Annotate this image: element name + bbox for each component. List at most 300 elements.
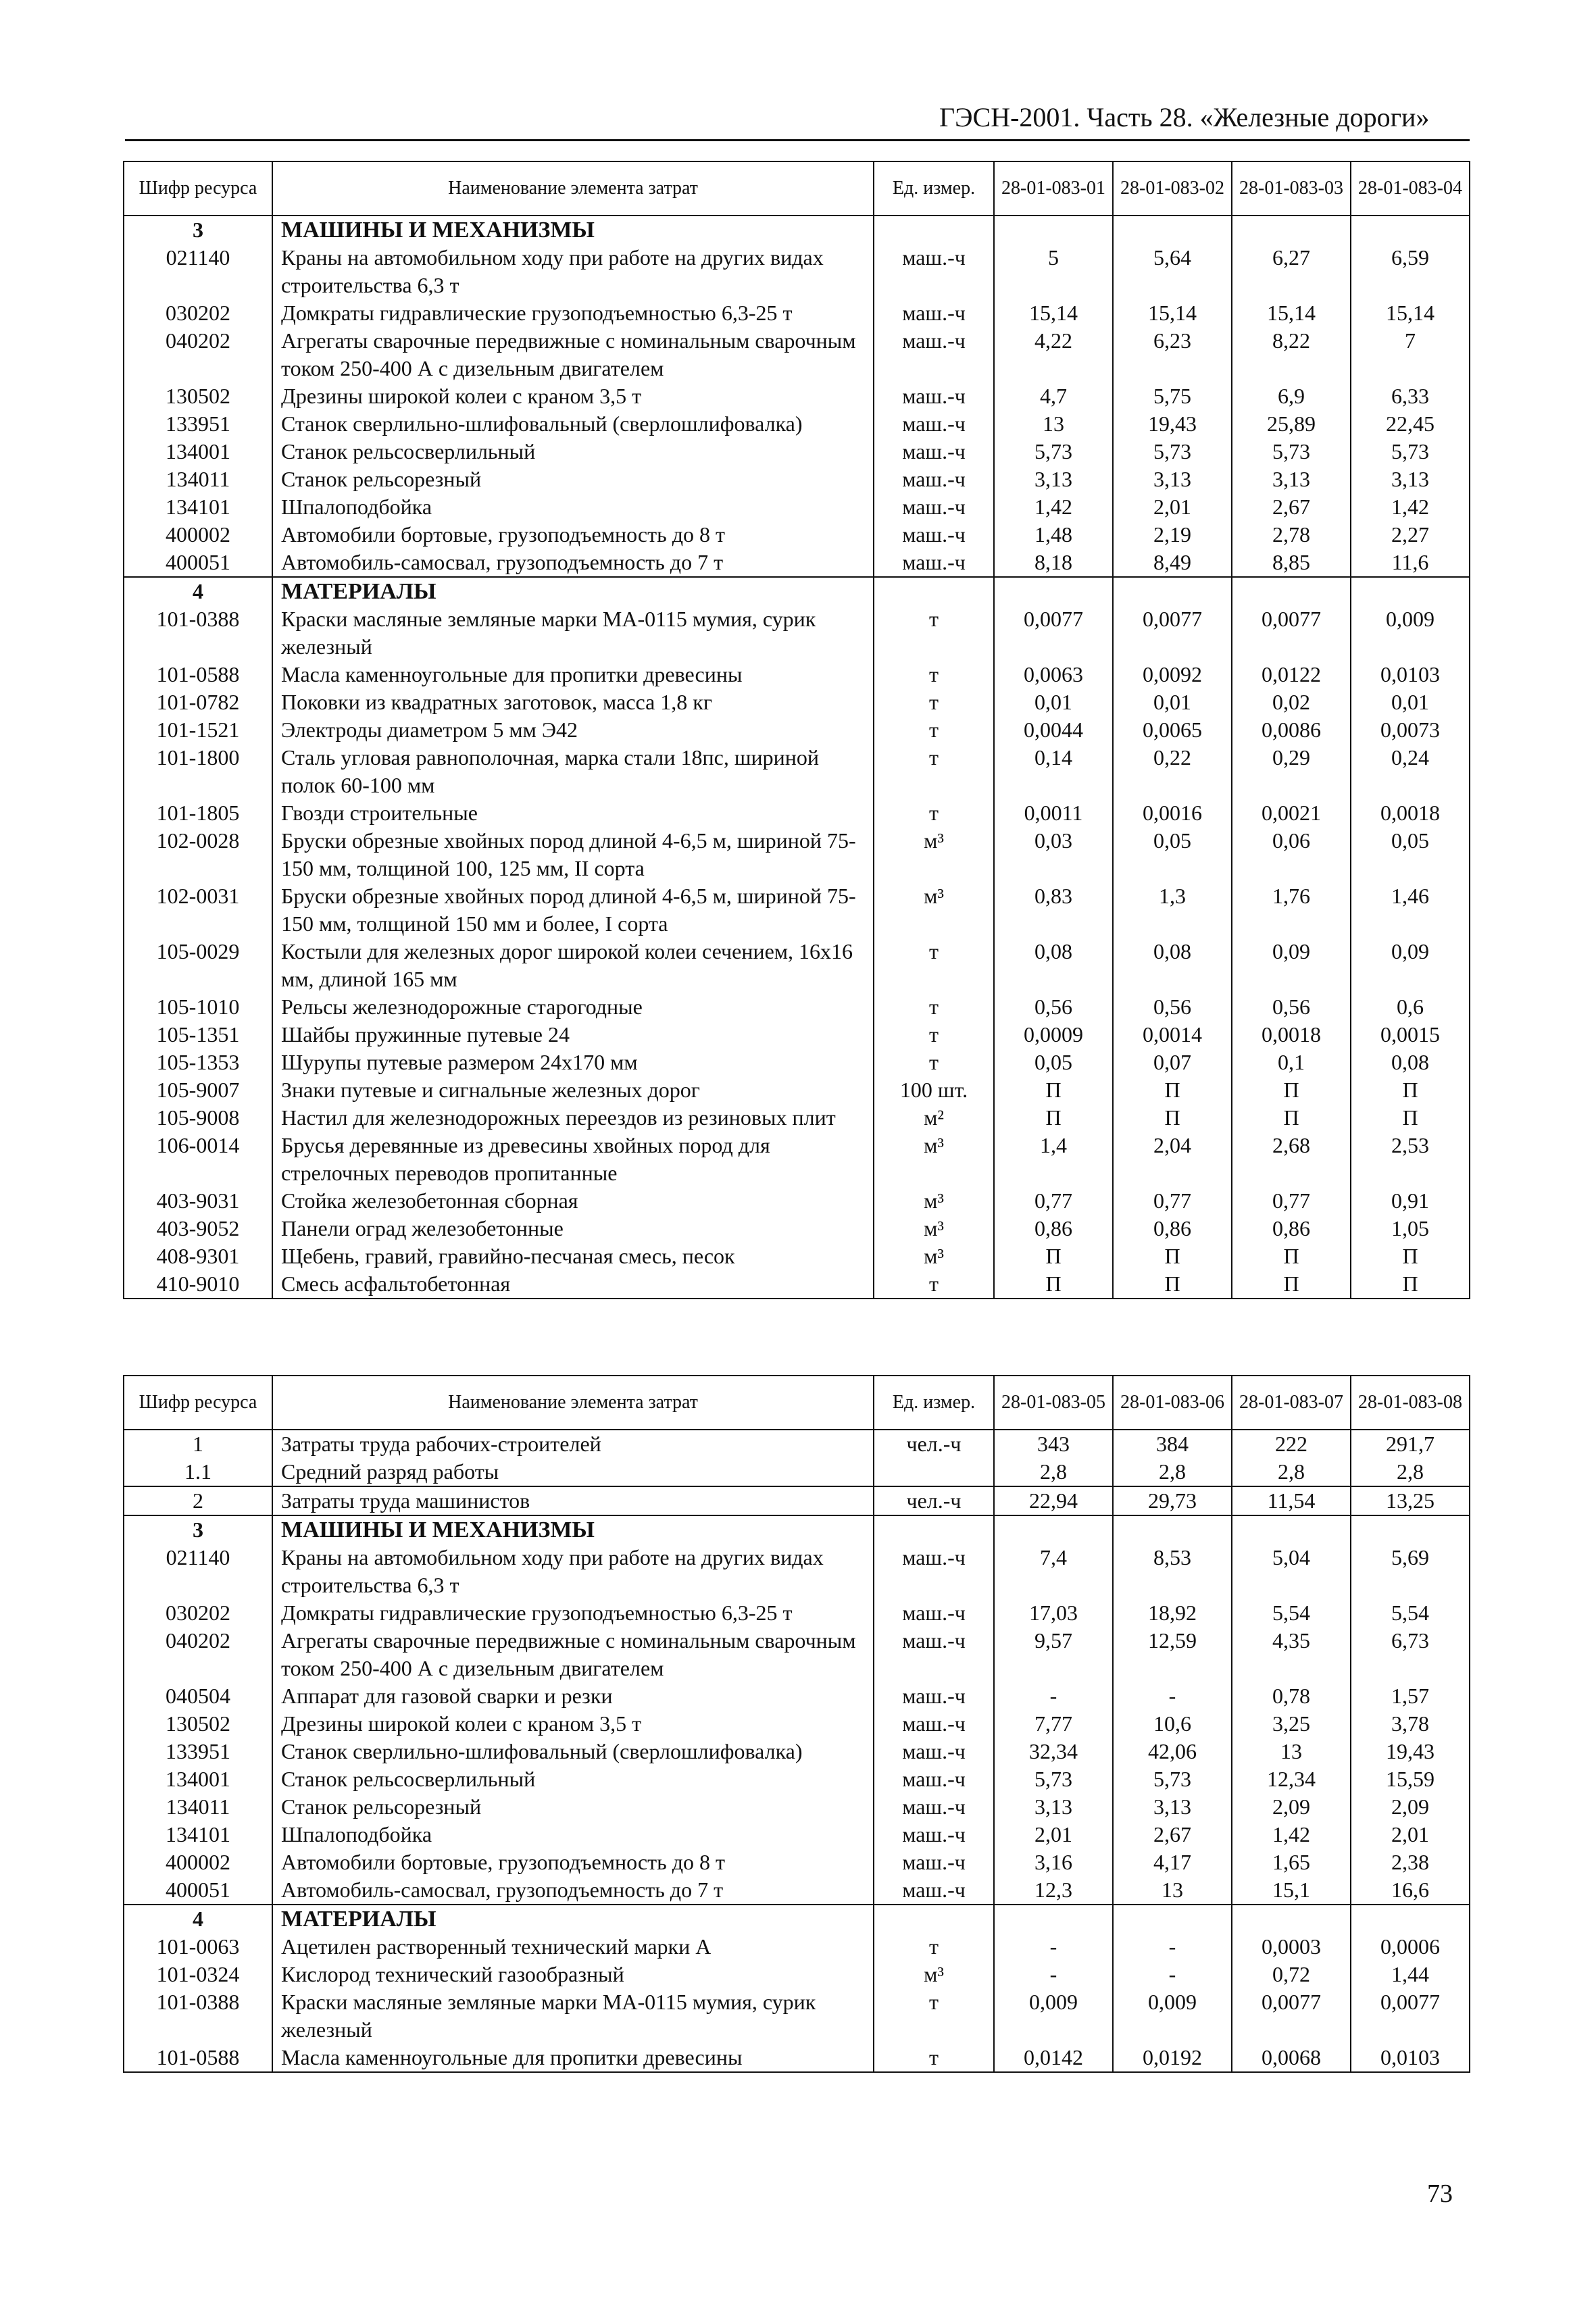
cost-element-name: Знаки путевые и сигнальные железных дорог [272, 1076, 874, 1104]
norm-value: 3,13 [1351, 466, 1470, 493]
norm-value: 0,0016 [1113, 799, 1232, 827]
cost-element-name: Масла каменноугольные для пропитки древесины [272, 661, 874, 688]
norm-value: П [994, 1104, 1113, 1132]
cost-element-name: Бруски обрезные хвойных пород длиной 4-6,5 м, шириной 75-150 мм, толщиной 100, 125 мм, II сорта [272, 827, 874, 882]
norm-value: 0,0122 [1232, 661, 1351, 688]
resource-code: 133951 [124, 410, 272, 438]
col-header-norm: 28-01-083-08 [1351, 1376, 1470, 1430]
cost-element-name: МАТЕРИАЛЫ [272, 577, 874, 605]
norm-value: 0,08 [1113, 938, 1232, 993]
norm-value: 0,0068 [1232, 2044, 1351, 2072]
table-body [124, 216, 1470, 1299]
cost-element-name: Бруски обрезные хвойных пород длиной 4-6,5 м, шириной 75-150 мм, толщиной 150 мм и более, I сорта [272, 882, 874, 938]
norm-value: 5,54 [1351, 1599, 1470, 1627]
norm-value: 0,0011 [994, 799, 1113, 827]
norm-value: 8,53 [1113, 1544, 1232, 1599]
unit: маш.-ч [874, 382, 994, 410]
resource-code: 101-0782 [124, 688, 272, 716]
table-row [124, 1544, 1470, 1599]
norm-value: 0,86 [994, 1215, 1113, 1242]
norm-value: 2,09 [1232, 1793, 1351, 1821]
col-header-name: Наименование элемента затрат [272, 161, 874, 216]
table-row [124, 605, 1470, 661]
norm-value: 3,13 [994, 466, 1113, 493]
table-row [124, 1049, 1470, 1076]
norm-value [994, 216, 1113, 244]
norm-value: - [1113, 1961, 1232, 1988]
norm-value: 8,49 [1113, 549, 1232, 577]
cost-element-name: Станок рельсосверлильный [272, 1765, 874, 1793]
norm-value: 0,0018 [1351, 799, 1470, 827]
unit: м³ [874, 882, 994, 938]
table-row [124, 716, 1470, 744]
norm-value: 0,01 [994, 688, 1113, 716]
norm-value: 1,42 [1351, 493, 1470, 521]
unit: чел.-ч [874, 1486, 994, 1515]
unit: маш.-ч [874, 1627, 994, 1682]
resource-code: 400002 [124, 521, 272, 549]
unit: т [874, 2044, 994, 2072]
cost-element-name: Рельсы железнодорожные старогодные [272, 993, 874, 1021]
norm-value: 4,35 [1232, 1627, 1351, 1682]
table-row [124, 799, 1470, 827]
table-row [124, 1988, 1470, 2044]
norm-value: 2,38 [1351, 1848, 1470, 1876]
resource-code: 101-0588 [124, 661, 272, 688]
col-header-norm: 28-01-083-05 [994, 1376, 1113, 1430]
cost-element-name: Средний разряд работы [272, 1458, 874, 1486]
cost-element-name: Щебень, гравий, гравийно-песчаная смесь, песок [272, 1242, 874, 1270]
norm-value: 0,56 [1232, 993, 1351, 1021]
norm-value: 0,0018 [1232, 1021, 1351, 1049]
norm-value: П [994, 1076, 1113, 1104]
norm-value: 0,05 [1113, 827, 1232, 882]
norm-value: 0,78 [1232, 1682, 1351, 1710]
resource-code: 134001 [124, 1765, 272, 1793]
norm-value: 12,3 [994, 1876, 1113, 1905]
norm-value: 2,01 [1351, 1821, 1470, 1848]
cost-element-name: Краны на автомобильном ходу при работе на других видах строительства 6,3 т [272, 244, 874, 299]
norm-value: 5,04 [1232, 1544, 1351, 1599]
norm-value: П [1113, 1104, 1232, 1132]
norm-value: 0,22 [1113, 744, 1232, 799]
table-row [124, 299, 1470, 327]
norm-value: 3,25 [1232, 1710, 1351, 1738]
norm-value: 2,67 [1113, 1821, 1232, 1848]
norm-value: 7 [1351, 327, 1470, 382]
col-header-norm: 28-01-083-04 [1351, 161, 1470, 216]
norm-value: - [994, 1961, 1113, 1988]
table-row [124, 1215, 1470, 1242]
table-row [124, 1876, 1470, 1905]
norm-value: П [1351, 1242, 1470, 1270]
norm-value: 7,77 [994, 1710, 1113, 1738]
table-row [124, 466, 1470, 493]
table-row [124, 938, 1470, 993]
unit: м³ [874, 1242, 994, 1270]
norm-value: 42,06 [1113, 1738, 1232, 1765]
norm-value: 0,02 [1232, 688, 1351, 716]
table-row [124, 244, 1470, 299]
norm-value: 5,73 [1113, 1765, 1232, 1793]
norm-value: 1,4 [994, 1132, 1113, 1187]
header-rule [125, 139, 1470, 141]
norm-value: 0,56 [994, 993, 1113, 1021]
norm-value [1113, 1905, 1232, 1933]
norm-value: 1,57 [1351, 1682, 1470, 1710]
resource-code: 101-1805 [124, 799, 272, 827]
unit: маш.-ч [874, 1793, 994, 1821]
cost-element-name: Стойка железобетонная сборная [272, 1187, 874, 1215]
unit: м³ [874, 1961, 994, 1988]
resource-code: 134001 [124, 438, 272, 466]
norm-value: 0,009 [994, 1988, 1113, 2044]
table-row [124, 1486, 1470, 1515]
norm-value: 0,01 [1113, 688, 1232, 716]
norm-value: 5 [994, 244, 1113, 299]
unit: маш.-ч [874, 244, 994, 299]
norm-value: 0,01 [1351, 688, 1470, 716]
norm-value: 8,18 [994, 549, 1113, 577]
norm-value: П [1232, 1076, 1351, 1104]
norm-value: П [994, 1270, 1113, 1299]
cost-element-name: Шпалоподбойка [272, 1821, 874, 1848]
norm-value: 7,4 [994, 1544, 1113, 1599]
cost-element-name: Домкраты гидравлические грузоподъемностью 6,3-25 т [272, 299, 874, 327]
norm-value: 2,01 [1113, 493, 1232, 521]
cost-element-name: Станок рельсорезный [272, 1793, 874, 1821]
resource-code: 403-9052 [124, 1215, 272, 1242]
norm-value: 8,85 [1232, 549, 1351, 577]
norm-value: - [1113, 1933, 1232, 1961]
norm-value: 0,0103 [1351, 661, 1470, 688]
norm-value [1351, 216, 1470, 244]
norm-value: 0,56 [1113, 993, 1232, 1021]
resource-code: 101-0388 [124, 1988, 272, 2044]
norm-value: 0,0009 [994, 1021, 1113, 1049]
cost-element-name: Костыли для железных дорог широкой колеи сечением, 16х16 мм, длиной 165 мм [272, 938, 874, 993]
norm-value: 3,13 [994, 1793, 1113, 1821]
norm-value: 0,0021 [1232, 799, 1351, 827]
resource-code: 130502 [124, 1710, 272, 1738]
norm-value: 291,7 [1351, 1430, 1470, 1458]
resource-code: 133951 [124, 1738, 272, 1765]
norm-value: 6,59 [1351, 244, 1470, 299]
unit: маш.-ч [874, 1682, 994, 1710]
resource-code: 105-0029 [124, 938, 272, 993]
norm-value: 0,0073 [1351, 716, 1470, 744]
resource-code: 105-9007 [124, 1076, 272, 1104]
resource-code: 3 [124, 1515, 272, 1544]
norm-value: 3,78 [1351, 1710, 1470, 1738]
norm-value: 15,14 [1232, 299, 1351, 327]
norm-value: П [1351, 1270, 1470, 1299]
norm-value: 0,86 [1113, 1215, 1232, 1242]
col-header-code: Шифр ресурса [124, 1376, 272, 1430]
norm-value: 2,8 [1232, 1458, 1351, 1486]
norm-value: 0,03 [994, 827, 1113, 882]
table-row [124, 549, 1470, 577]
norm-value: 0,91 [1351, 1187, 1470, 1215]
norm-value: П [1351, 1104, 1470, 1132]
resource-code: 105-1353 [124, 1049, 272, 1076]
unit: маш.-ч [874, 1765, 994, 1793]
resource-code: 134011 [124, 1793, 272, 1821]
cost-element-name: Шпалоподбойка [272, 493, 874, 521]
norm-value: 0,0092 [1113, 661, 1232, 688]
table-row [124, 1821, 1470, 1848]
norm-value: 5,64 [1113, 244, 1232, 299]
norm-value: 0,09 [1351, 938, 1470, 993]
resource-code: 105-9008 [124, 1104, 272, 1132]
unit: т [874, 938, 994, 993]
unit: маш.-ч [874, 1544, 994, 1599]
resource-code: 408-9301 [124, 1242, 272, 1270]
norm-value [1113, 1515, 1232, 1544]
norm-value: 3,16 [994, 1848, 1113, 1876]
norm-value: 0,72 [1232, 1961, 1351, 1988]
cost-element-name: Аппарат для газовой сварки и резки [272, 1682, 874, 1710]
norm-value: 5,69 [1351, 1544, 1470, 1599]
norm-value: 13 [1232, 1738, 1351, 1765]
norm-value [994, 1515, 1113, 1544]
table-row [124, 1021, 1470, 1049]
cost-element-name: Настил для железнодорожных переездов из резиновых плит [272, 1104, 874, 1132]
cost-element-name: Гвозди строительные [272, 799, 874, 827]
norm-value: - [994, 1933, 1113, 1961]
col-header-norm: 28-01-083-01 [994, 161, 1113, 216]
norm-value: П [1232, 1270, 1351, 1299]
cost-element-name: Поковки из квадратных заготовок, масса 1,8 кг [272, 688, 874, 716]
unit [874, 216, 994, 244]
norm-value: 19,43 [1113, 410, 1232, 438]
cost-element-name: Затраты труда машинистов [272, 1486, 874, 1515]
norm-value: П [1232, 1242, 1351, 1270]
norm-value: 3,13 [1232, 466, 1351, 493]
cost-element-name: МАШИНЫ И МЕХАНИЗМЫ [272, 1515, 874, 1544]
unit: т [874, 1988, 994, 2044]
norm-value: П [1113, 1270, 1232, 1299]
norm-value: 0,05 [1351, 827, 1470, 882]
cost-element-name: Брусья деревянные из древесины хвойных пород для стрелочных переводов пропитанные [272, 1132, 874, 1187]
norm-value: 0,05 [994, 1049, 1113, 1076]
table-row [124, 1242, 1470, 1270]
norm-value: 15,14 [1351, 299, 1470, 327]
table-row [124, 438, 1470, 466]
norm-value [1232, 1515, 1351, 1544]
norm-value: 0,0006 [1351, 1933, 1470, 1961]
table-row [124, 410, 1470, 438]
unit: м³ [874, 1187, 994, 1215]
resource-code: 101-0324 [124, 1961, 272, 1988]
unit: чел.-ч [874, 1430, 994, 1458]
table-body [124, 1430, 1470, 2072]
cost-element-name: Станок сверлильно-шлифовальный (сверлошлифовалка) [272, 1738, 874, 1765]
norm-value: 0,09 [1232, 938, 1351, 993]
table-row [124, 827, 1470, 882]
cost-element-name: Краски масляные земляные марки МА-0115 мумия, сурик железный [272, 605, 874, 661]
norm-value: 3,13 [1113, 466, 1232, 493]
unit: т [874, 993, 994, 1021]
norm-value: 1,42 [994, 493, 1113, 521]
col-header-norm: 28-01-083-03 [1232, 161, 1351, 216]
cost-element-name: МАТЕРИАЛЫ [272, 1905, 874, 1933]
norm-value: 19,43 [1351, 1738, 1470, 1765]
table-row [124, 1738, 1470, 1765]
unit: маш.-ч [874, 1710, 994, 1738]
norm-value: 0,0077 [1232, 605, 1351, 661]
cost-element-name: Краны на автомобильном ходу при работе на других видах строительства 6,3 т [272, 1544, 874, 1599]
norm-value: П [1232, 1104, 1351, 1132]
unit: маш.-ч [874, 410, 994, 438]
norm-value: 1,05 [1351, 1215, 1470, 1242]
norm-value: 0,86 [1232, 1215, 1351, 1242]
norm-value: 6,23 [1113, 327, 1232, 382]
col-header-unit: Ед. измер. [874, 1376, 994, 1430]
norm-value: 6,73 [1351, 1627, 1470, 1682]
table-row [124, 2044, 1470, 2072]
norm-value: 18,92 [1113, 1599, 1232, 1627]
norm-value: 15,1 [1232, 1876, 1351, 1905]
unit: т [874, 799, 994, 827]
norm-value: 0,08 [1351, 1049, 1470, 1076]
norm-value: 9,57 [994, 1627, 1113, 1682]
unit: т [874, 1049, 994, 1076]
table-row [124, 1076, 1470, 1104]
table-row [124, 1848, 1470, 1876]
unit: м³ [874, 1132, 994, 1187]
col-header-norm: 28-01-083-02 [1113, 161, 1232, 216]
norm-value: 5,54 [1232, 1599, 1351, 1627]
resource-code: 3 [124, 216, 272, 244]
unit: т [874, 688, 994, 716]
norm-value: 13 [1113, 1876, 1232, 1905]
norm-value: 15,14 [1113, 299, 1232, 327]
norm-value: 5,73 [994, 1765, 1113, 1793]
norm-value: 2,01 [994, 1821, 1113, 1848]
table-header [124, 161, 1470, 216]
resource-code: 134011 [124, 466, 272, 493]
norm-value: 2,8 [994, 1458, 1113, 1486]
norm-value: 32,34 [994, 1738, 1113, 1765]
page-number: 73 [1427, 2180, 1453, 2208]
unit: маш.-ч [874, 299, 994, 327]
unit: т [874, 1933, 994, 1961]
unit: маш.-ч [874, 1599, 994, 1627]
table-row [124, 1187, 1470, 1215]
norm-value: 6,27 [1232, 244, 1351, 299]
table-row [124, 1270, 1470, 1299]
resource-code: 1.1 [124, 1458, 272, 1486]
resource-code: 030202 [124, 299, 272, 327]
table-row [124, 327, 1470, 382]
norm-value: 1,44 [1351, 1961, 1470, 1988]
unit [874, 1515, 994, 1544]
norm-value: 0,0063 [994, 661, 1113, 688]
norm-value: 8,22 [1232, 327, 1351, 382]
table-row [124, 1430, 1470, 1458]
table-row [124, 1682, 1470, 1710]
table-row [124, 882, 1470, 938]
unit: маш.-ч [874, 1876, 994, 1905]
norm-value: - [994, 1682, 1113, 1710]
unit: маш.-ч [874, 1848, 994, 1876]
norm-value: 0,0142 [994, 2044, 1113, 2072]
unit: м² [874, 1104, 994, 1132]
col-header-norm: 28-01-083-07 [1232, 1376, 1351, 1430]
norm-value: 29,73 [1113, 1486, 1232, 1515]
norm-value: 0,0077 [1113, 605, 1232, 661]
norm-value [1232, 577, 1351, 605]
table-row [124, 493, 1470, 521]
norm-value: 4,22 [994, 327, 1113, 382]
unit: маш.-ч [874, 521, 994, 549]
table-row [124, 1599, 1470, 1627]
resource-code: 021140 [124, 244, 272, 299]
col-header-code: Шифр ресурса [124, 161, 272, 216]
unit: маш.-ч [874, 438, 994, 466]
norm-value: 2,19 [1113, 521, 1232, 549]
norm-value: 0,77 [994, 1187, 1113, 1215]
unit: маш.-ч [874, 1821, 994, 1848]
norm-value: 2,04 [1113, 1132, 1232, 1187]
resource-code: 105-1351 [124, 1021, 272, 1049]
norm-value: 22,94 [994, 1486, 1113, 1515]
unit: т [874, 716, 994, 744]
resource-code: 101-1521 [124, 716, 272, 744]
resource-code: 4 [124, 1905, 272, 1933]
cost-element-name: Масла каменноугольные для пропитки древесины [272, 2044, 874, 2072]
cost-element-name: Ацетилен растворенный технический марки А [272, 1933, 874, 1961]
resource-code: 101-0388 [124, 605, 272, 661]
norm-value [1232, 216, 1351, 244]
norm-value: 1,42 [1232, 1821, 1351, 1848]
norm-value: 2,27 [1351, 521, 1470, 549]
norm-value: 384 [1113, 1430, 1232, 1458]
norm-value: 2,78 [1232, 521, 1351, 549]
norm-value: 17,03 [994, 1599, 1113, 1627]
cost-element-name: Шурупы путевые размером 24х170 мм [272, 1049, 874, 1076]
cost-element-name: Автомобиль-самосвал, грузоподъемность до 7 т [272, 549, 874, 577]
norm-value: 2,8 [1351, 1458, 1470, 1486]
norm-value: 0,0077 [994, 605, 1113, 661]
norm-value: 4,7 [994, 382, 1113, 410]
unit: 100 шт. [874, 1076, 994, 1104]
norm-value: 1,3 [1113, 882, 1232, 938]
norm-value [1351, 1905, 1470, 1933]
table-row [124, 1627, 1470, 1682]
unit [874, 1905, 994, 1933]
section-row [124, 1515, 1470, 1544]
norm-value [1113, 577, 1232, 605]
resource-code: 1 [124, 1430, 272, 1458]
table-row [124, 1104, 1470, 1132]
norm-value: 0,009 [1113, 1988, 1232, 2044]
norm-value: П [1351, 1076, 1470, 1104]
resource-code: 134101 [124, 1821, 272, 1848]
norm-value: 0,77 [1232, 1187, 1351, 1215]
norm-value: 1,76 [1232, 882, 1351, 938]
norm-value: 5,73 [1351, 438, 1470, 466]
norm-value: 5,73 [994, 438, 1113, 466]
norm-value: 0,0086 [1232, 716, 1351, 744]
table-row [124, 744, 1470, 799]
norm-value: 11,6 [1351, 549, 1470, 577]
unit: т [874, 661, 994, 688]
norm-value: 0,08 [994, 938, 1113, 993]
norm-value: 0,6 [1351, 993, 1470, 1021]
unit [874, 577, 994, 605]
